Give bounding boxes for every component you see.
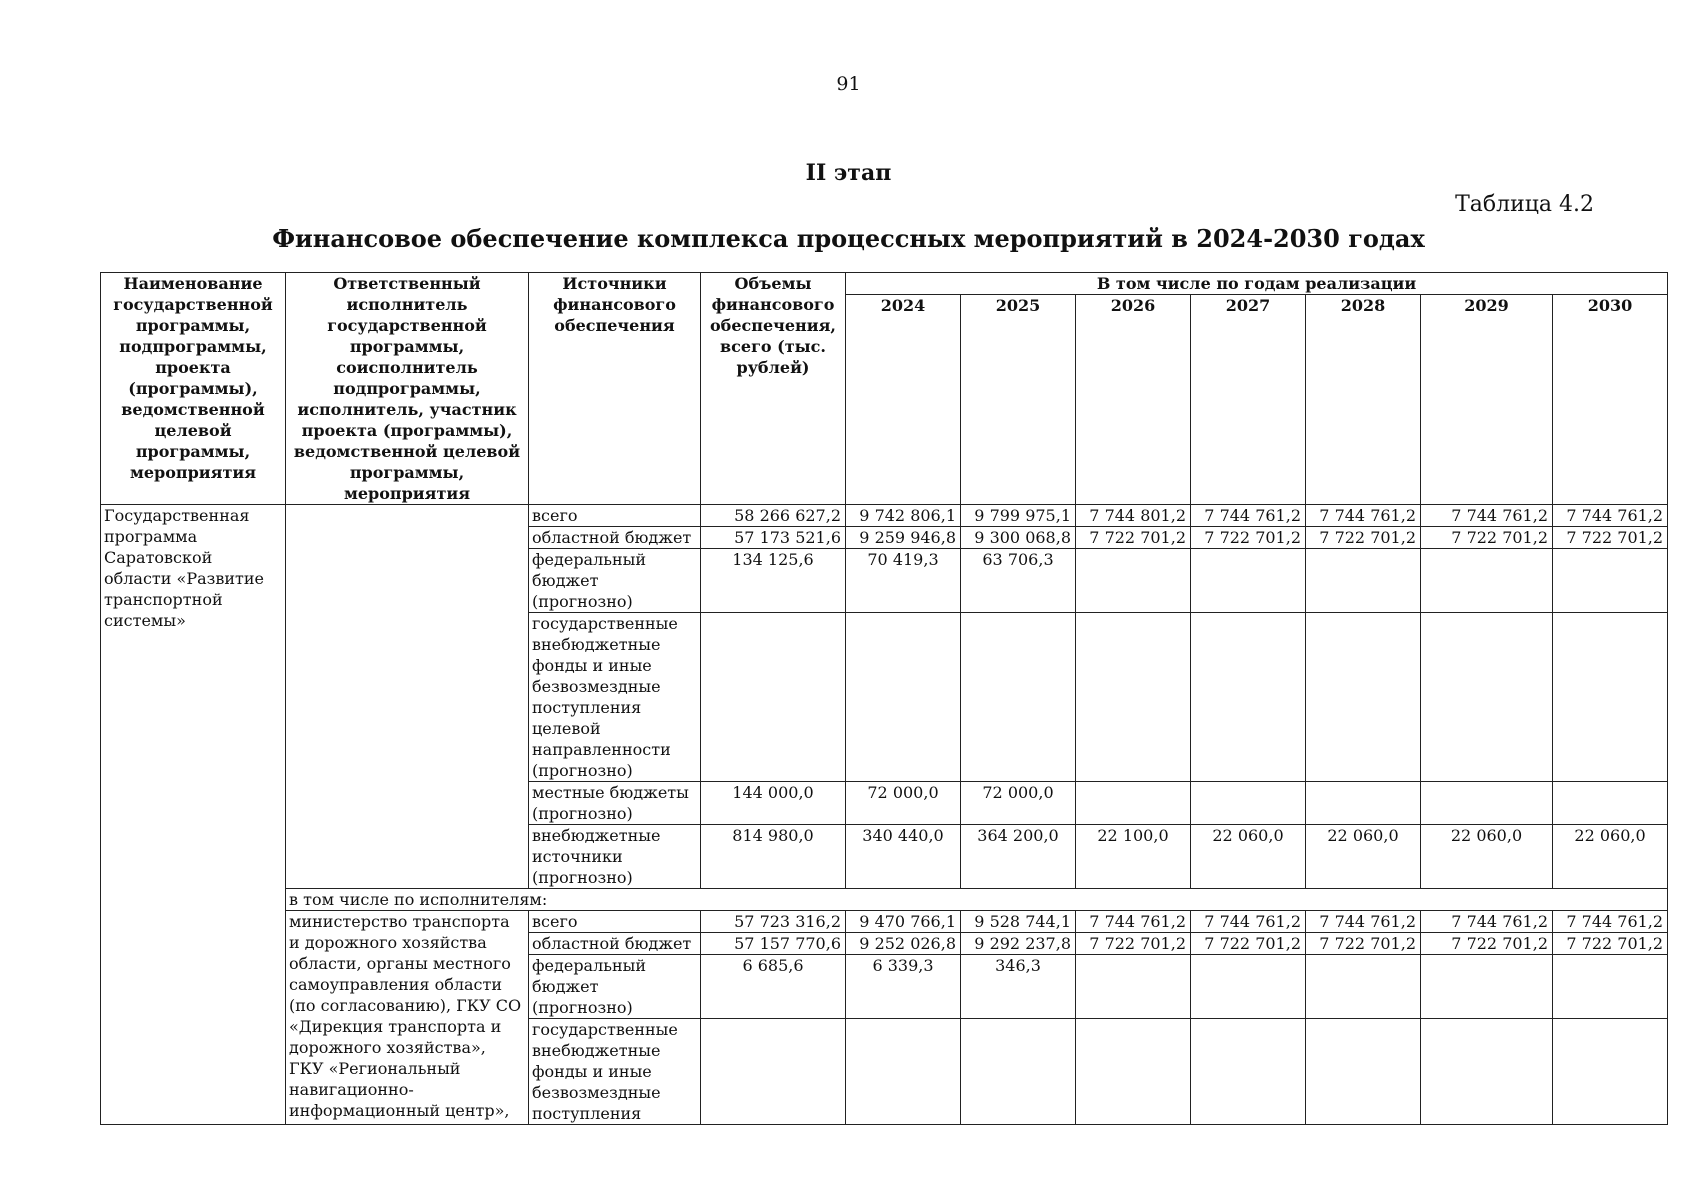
header-year-2030: 2030 <box>1553 295 1668 505</box>
year-cell <box>1553 549 1668 613</box>
year-cell <box>1076 549 1191 613</box>
executor-name-cell: министерство транспорта и дорожного хозяйства области, органы местного самоуправления области (по согласованию), ГКУ СО «Дирекция транспорта и дорожного хозяйства», ГКУ «Региональный навигационно-информационный центр», <box>286 911 529 1125</box>
year-cell: 22 060,0 <box>1553 825 1668 889</box>
source-cell: федеральный бюджет (прогнозно) <box>529 549 701 613</box>
source-cell: федеральный бюджет (прогнозно) <box>529 955 701 1019</box>
source-cell: государственные внебюджетные фонды и иные безвозмездные поступления целевой направленности (прогнозно) <box>529 613 701 782</box>
table-label: Таблица 4.2 <box>1455 192 1594 217</box>
header-by-years: В том числе по годам реализации <box>846 273 1668 295</box>
year-cell: 22 060,0 <box>1191 825 1306 889</box>
year-cell <box>1421 782 1553 825</box>
year-cell <box>1191 549 1306 613</box>
year-cell <box>1553 613 1668 782</box>
total-cell: 57 173 521,6 <box>701 527 846 549</box>
year-cell: 7 744 801,2 <box>1076 505 1191 527</box>
year-cell: 9 259 946,8 <box>846 527 961 549</box>
stage-title: II этап <box>805 160 892 186</box>
total-cell: 58 266 627,2 <box>701 505 846 527</box>
year-cell <box>1421 613 1553 782</box>
year-cell: 9 528 744,1 <box>961 911 1076 933</box>
source-cell: внебюджетные источники (прогнозно) <box>529 825 701 889</box>
program-name-cell: Государственная программа Саратовской области «Развитие транспортной системы» <box>101 505 286 1125</box>
header-sources: Источники финансового обеспечения <box>529 273 701 505</box>
header-executor: Ответственный исполнитель государственной программы, соисполнитель подпрограммы, исполнитель, участник проекта (программы), ведомственной целевой программы, мероприятия <box>286 273 529 505</box>
table-title: Финансовое обеспечение комплекса процессных мероприятий в 2024-2030 годах <box>272 224 1425 253</box>
year-cell: 9 300 068,8 <box>961 527 1076 549</box>
table-row <box>101 505 1668 527</box>
table-header <box>101 273 1668 505</box>
year-cell: 63 706,3 <box>961 549 1076 613</box>
year-cell <box>1191 613 1306 782</box>
total-cell <box>701 1019 846 1125</box>
year-cell <box>1306 782 1421 825</box>
header-year-2028: 2028 <box>1306 295 1421 505</box>
year-cell <box>1076 955 1191 1019</box>
total-cell: 57 157 770,6 <box>701 933 846 955</box>
year-cell <box>846 613 961 782</box>
year-cell <box>1421 1019 1553 1125</box>
year-cell: 9 470 766,1 <box>846 911 961 933</box>
year-cell <box>1191 782 1306 825</box>
year-cell: 22 100,0 <box>1076 825 1191 889</box>
year-cell: 346,3 <box>961 955 1076 1019</box>
year-cell: 7 722 701,2 <box>1076 933 1191 955</box>
year-cell <box>846 1019 961 1125</box>
header-program-name: Наименование государственной программы, подпрограммы, проекта (программы), ведомственной целевой программы, мероприятия <box>101 273 286 505</box>
year-cell <box>961 1019 1076 1125</box>
year-cell: 9 292 237,8 <box>961 933 1076 955</box>
year-cell <box>1553 955 1668 1019</box>
header-year-2029: 2029 <box>1421 295 1553 505</box>
year-cell <box>1553 1019 1668 1125</box>
year-cell: 7 722 701,2 <box>1076 527 1191 549</box>
year-cell: 6 339,3 <box>846 955 961 1019</box>
year-cell <box>1191 1019 1306 1125</box>
year-cell: 7 722 701,2 <box>1191 933 1306 955</box>
header-year-2026: 2026 <box>1076 295 1191 505</box>
year-cell <box>961 613 1076 782</box>
year-cell <box>1306 955 1421 1019</box>
year-cell: 7 744 761,2 <box>1553 911 1668 933</box>
year-cell: 7 744 761,2 <box>1421 911 1553 933</box>
year-cell <box>1306 613 1421 782</box>
year-cell <box>1076 782 1191 825</box>
header-year-2024: 2024 <box>846 295 961 505</box>
year-cell: 7 744 761,2 <box>1306 505 1421 527</box>
header-year-2025: 2025 <box>961 295 1076 505</box>
year-cell <box>1421 549 1553 613</box>
year-cell <box>1553 782 1668 825</box>
year-cell: 7 722 701,2 <box>1553 933 1668 955</box>
total-cell: 134 125,6 <box>701 549 846 613</box>
year-cell: 9 252 026,8 <box>846 933 961 955</box>
year-cell <box>1191 955 1306 1019</box>
year-cell <box>1421 955 1553 1019</box>
year-cell: 7 744 761,2 <box>1076 911 1191 933</box>
year-cell: 7 744 761,2 <box>1553 505 1668 527</box>
year-cell: 364 200,0 <box>961 825 1076 889</box>
by-executors-label: в том числе по исполнителям: <box>286 889 1668 911</box>
table-body <box>101 505 1668 1125</box>
year-cell <box>1306 1019 1421 1125</box>
year-cell: 70 419,3 <box>846 549 961 613</box>
year-cell: 22 060,0 <box>1421 825 1553 889</box>
year-cell: 7 722 701,2 <box>1421 933 1553 955</box>
table-row <box>101 889 1668 911</box>
year-cell <box>1306 549 1421 613</box>
total-cell: 144 000,0 <box>701 782 846 825</box>
year-cell: 7 722 701,2 <box>1306 933 1421 955</box>
source-cell: всего <box>529 911 701 933</box>
program-executor-cell <box>286 505 529 889</box>
source-cell: местные бюджеты (прогнозно) <box>529 782 701 825</box>
total-cell: 57 723 316,2 <box>701 911 846 933</box>
year-cell: 7 722 701,2 <box>1191 527 1306 549</box>
year-cell: 7 744 761,2 <box>1191 505 1306 527</box>
total-cell: 6 685,6 <box>701 955 846 1019</box>
header-total: Объемы финансового обеспечения, всего (тыс. рублей) <box>701 273 846 505</box>
financing-table <box>100 272 1668 1125</box>
table-row <box>101 911 1668 933</box>
year-cell: 7 744 761,2 <box>1191 911 1306 933</box>
year-cell: 7 722 701,2 <box>1306 527 1421 549</box>
source-cell: областной бюджет <box>529 527 701 549</box>
total-cell <box>701 613 846 782</box>
year-cell: 7 722 701,2 <box>1421 527 1553 549</box>
year-cell: 7 744 761,2 <box>1306 911 1421 933</box>
header-year-2027: 2027 <box>1191 295 1306 505</box>
total-cell: 814 980,0 <box>701 825 846 889</box>
year-cell <box>1076 613 1191 782</box>
year-cell: 72 000,0 <box>846 782 961 825</box>
year-cell: 9 742 806,1 <box>846 505 961 527</box>
year-cell: 7 744 761,2 <box>1421 505 1553 527</box>
source-cell: государственные внебюджетные фонды и иные безвозмездные поступления <box>529 1019 701 1125</box>
year-cell: 9 799 975,1 <box>961 505 1076 527</box>
page-number: 91 <box>836 73 861 95</box>
source-cell: областной бюджет <box>529 933 701 955</box>
year-cell: 72 000,0 <box>961 782 1076 825</box>
year-cell <box>1076 1019 1191 1125</box>
year-cell: 340 440,0 <box>846 825 961 889</box>
source-cell: всего <box>529 505 701 527</box>
year-cell: 22 060,0 <box>1306 825 1421 889</box>
year-cell: 7 722 701,2 <box>1553 527 1668 549</box>
